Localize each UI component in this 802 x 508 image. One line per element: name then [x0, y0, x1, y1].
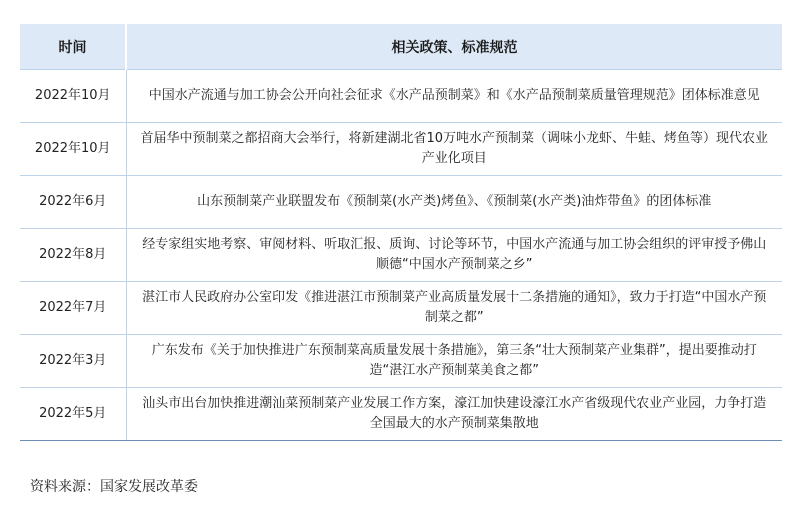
header-policy: 相关政策、标准规范 [126, 24, 782, 70]
table-row [20, 282, 782, 335]
row-policy: 经专家组实地考察、审阅材料、听取汇报、质询、讨论等环节，中国水产流通与加工协会组织的评审授予佛山顺德“中国水产预制菜之乡” [126, 229, 782, 282]
row-policy: 汕头市出台加快推进潮汕菜预制菜产业发展工作方案，濠江加快建设濠江水产省级现代农业产业园，力争打造全国最大的水产预制菜集散地 [126, 388, 782, 441]
row-time: 2022年5月 [20, 388, 126, 441]
row-time: 2022年3月 [20, 335, 126, 388]
row-time: 2022年8月 [20, 229, 126, 282]
row-time: 2022年10月 [20, 70, 126, 123]
table-row [20, 176, 782, 229]
table-header-row [20, 24, 782, 70]
row-policy: 湛江市人民政府办公室印发《推进湛江市预制菜产业高质量发展十二条措施的通知》，致力于打造“中国水产预制菜之都” [126, 282, 782, 335]
row-policy: 广东发布《关于加快推进广东预制菜高质量发展十条措施》，第三条“壮大预制菜产业集群”，提出要推动打造“湛江水产预制菜美食之都” [126, 335, 782, 388]
policy-table-container [20, 24, 782, 441]
table-row [20, 123, 782, 176]
table-row [20, 229, 782, 282]
table-row [20, 335, 782, 388]
row-policy: 山东预制菜产业联盟发布《预制菜(水产类)烤鱼》、《预制菜(水产类)油炸带鱼》的团体标准 [126, 176, 782, 229]
table-row [20, 70, 782, 123]
row-time: 2022年6月 [20, 176, 126, 229]
row-policy: 首届华中预制菜之都招商大会举行，将新建湖北省10万吨水产预制菜（调味小龙虾、牛蛙、烤鱼等）现代农业产业化项目 [126, 123, 782, 176]
row-time: 2022年7月 [20, 282, 126, 335]
row-time: 2022年10月 [20, 123, 126, 176]
header-time: 时间 [20, 24, 126, 70]
policy-table [20, 24, 782, 441]
source-note: 资料来源：国家发展改革委 [30, 479, 198, 495]
row-policy: 中国水产流通与加工协会公开向社会征求《水产品预制菜》和《水产品预制菜质量管理规范》团体标准意见 [126, 70, 782, 123]
table-row [20, 388, 782, 441]
